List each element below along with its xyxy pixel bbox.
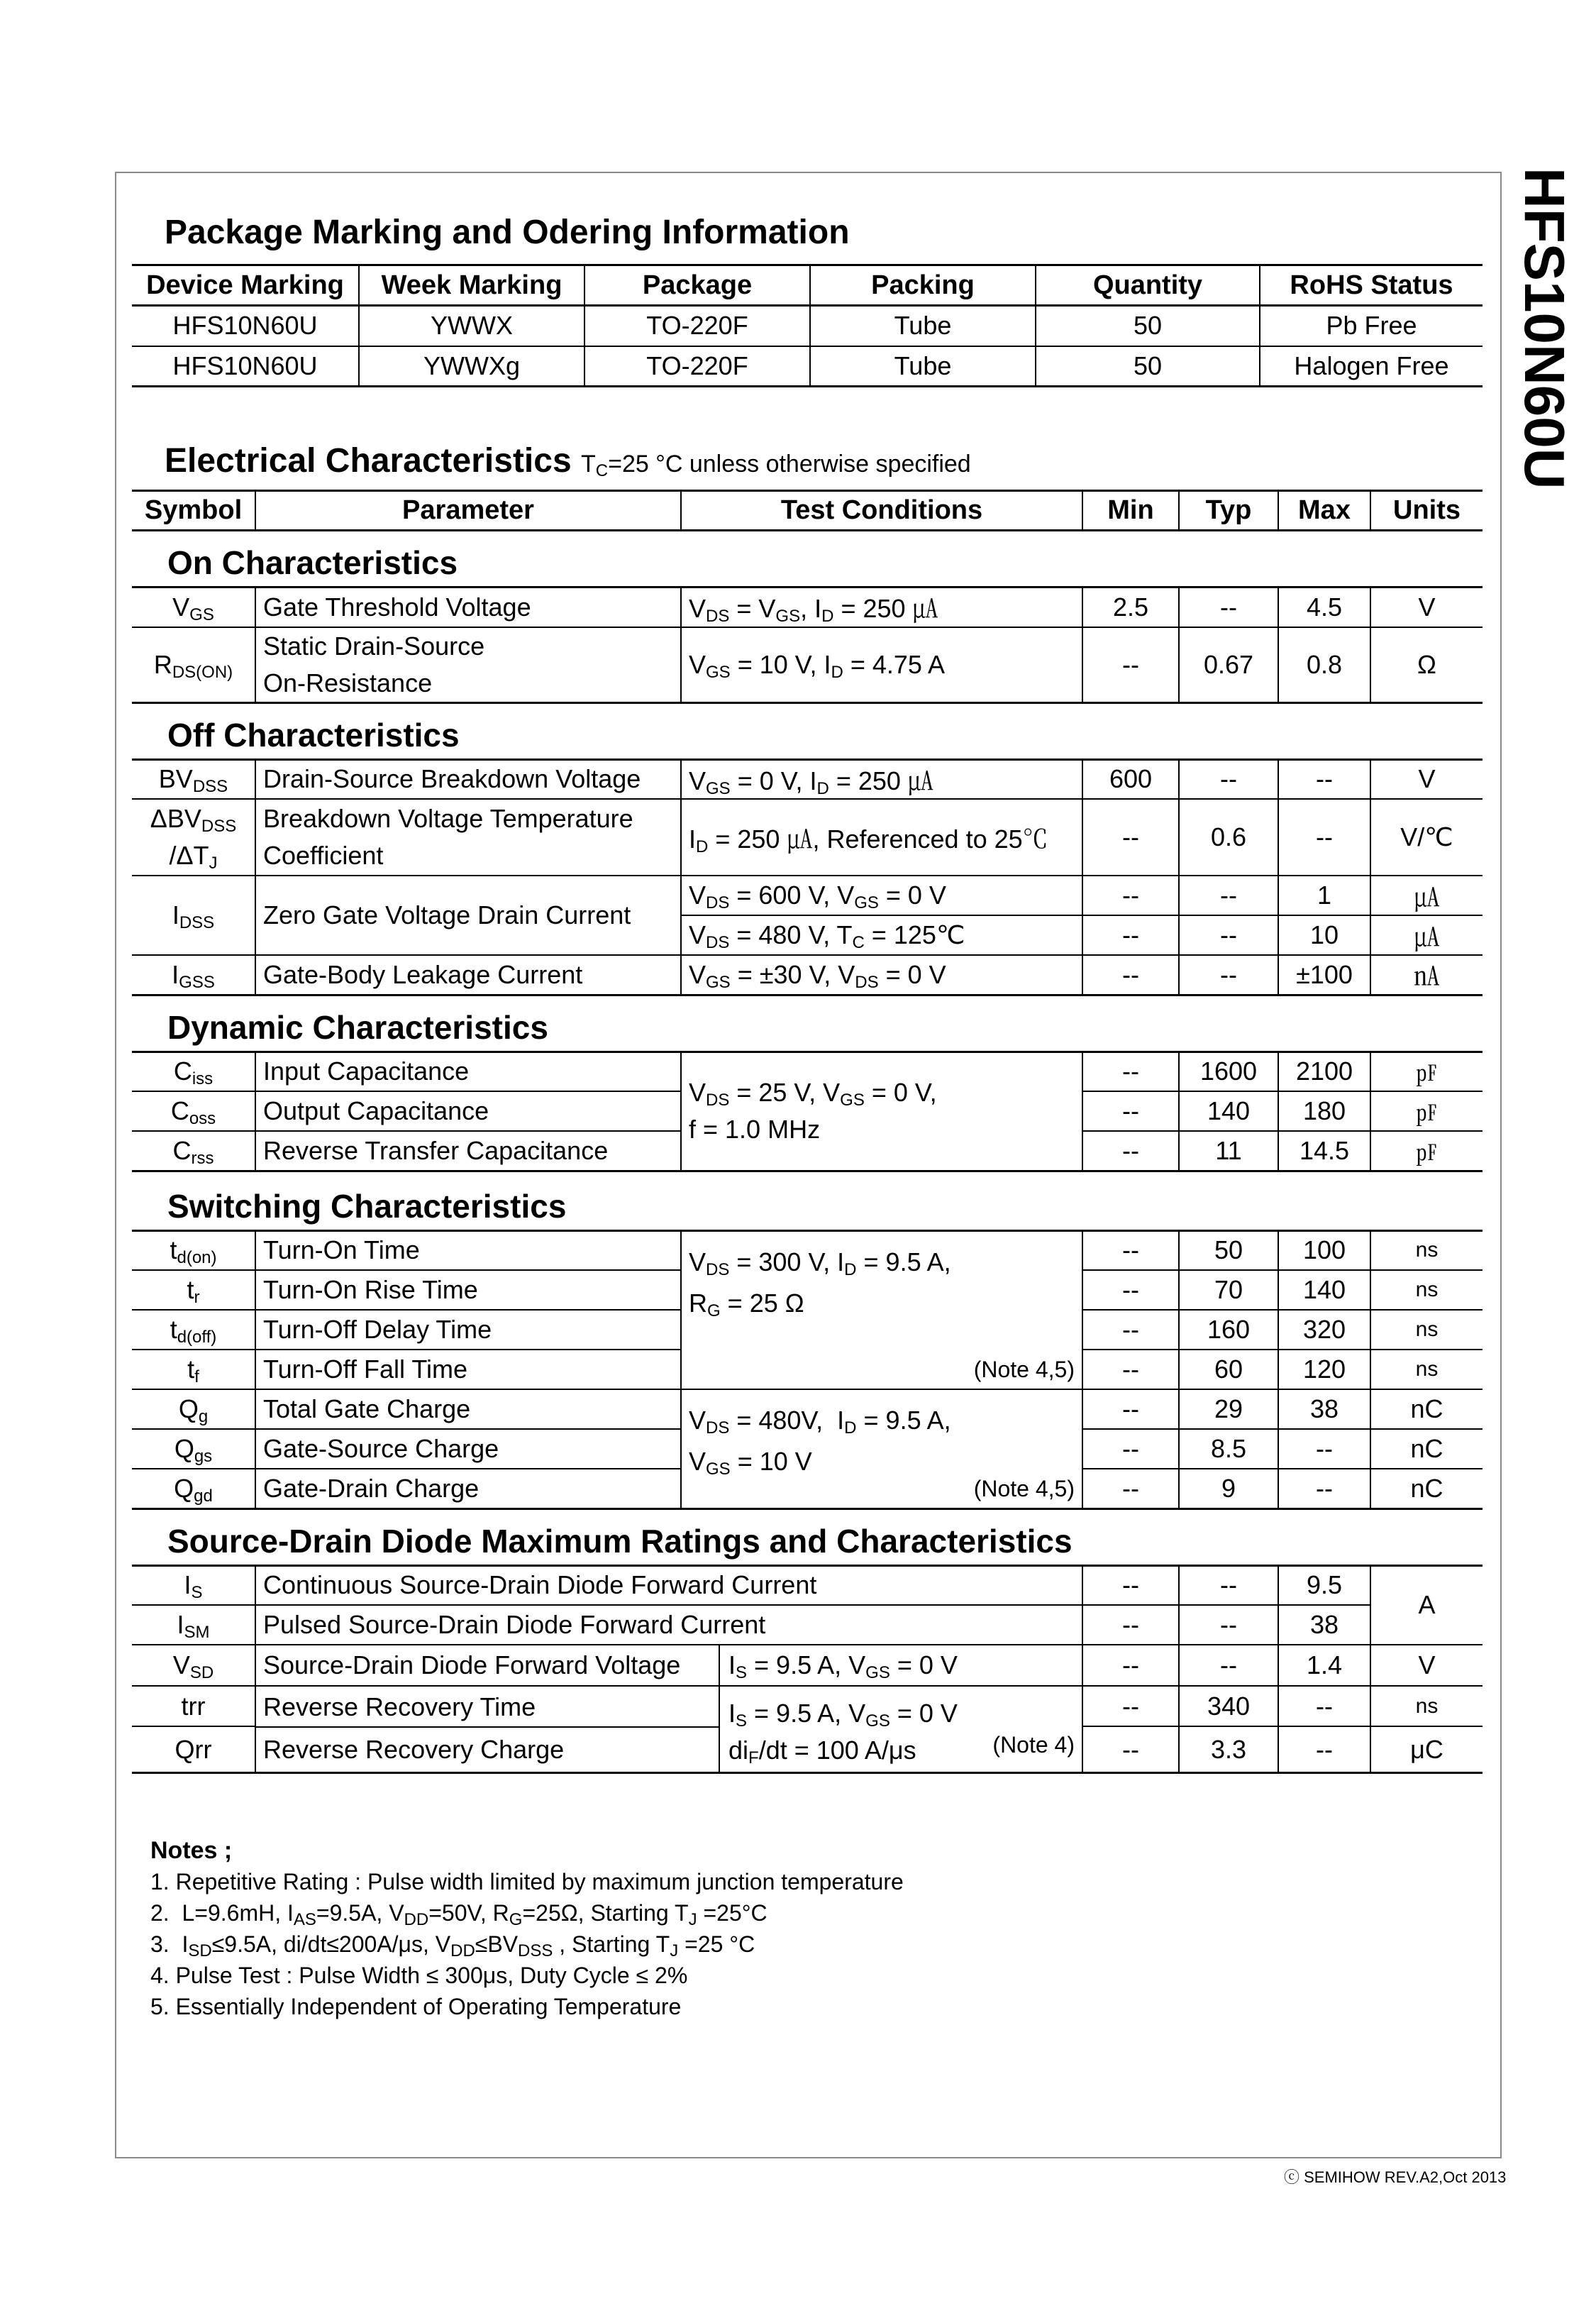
unit-cell: ns: [1415, 1238, 1439, 1262]
group-diode: Source-Drain Diode Maximum Ratings and Characteristics: [167, 1522, 1073, 1560]
symbol-qgd: $Q_{gd}$: [132, 1469, 255, 1508]
min-cell: --: [1082, 955, 1179, 995]
symbol-dbv: $\Delta BV_{DSS}$ $/\Delta T_J$: [132, 799, 255, 876]
unit-cell: μC: [1410, 1734, 1443, 1764]
col-package: Package: [584, 265, 810, 306]
min-cell: 2.5: [1082, 587, 1179, 627]
unit-cell: V: [1418, 764, 1436, 794]
param-cell: Drain-Source Breakdown Voltage: [255, 759, 681, 799]
typ-cell: 3.3: [1179, 1726, 1278, 1772]
typ-cell: 50: [1179, 1230, 1278, 1270]
min-cell: --: [1082, 1131, 1179, 1171]
max-cell: ±100: [1278, 955, 1370, 995]
col-rohs: RoHS Status: [1290, 270, 1453, 300]
cell: TO-220F: [584, 346, 810, 387]
table-row: [132, 306, 1483, 346]
symbol-tf: $t_f$: [132, 1350, 255, 1389]
group-row: [132, 995, 1483, 1052]
symbol-vsd: $V_{SD}$: [132, 1645, 255, 1686]
min-cell: --: [1082, 1350, 1179, 1389]
condition-cell: $V_{GS} = 10$ V, $I_D = 4.75$ A: [681, 627, 1082, 703]
electrical-header-row: [132, 491, 1483, 531]
typ-cell: 1600: [1179, 1052, 1278, 1091]
param-cell: Turn-Off Delay Time: [255, 1310, 681, 1350]
col-device-marking: Device Marking: [132, 265, 359, 306]
min-cell: --: [1082, 1310, 1179, 1350]
max-cell: 38: [1278, 1389, 1370, 1429]
condition-text: $I_S = 9.5$ A, $V_{GS} = 0$ V: [728, 1650, 958, 1682]
cell: Tube: [810, 306, 1036, 346]
max-cell: 10: [1278, 915, 1370, 955]
col-parameter: Parameter: [255, 491, 681, 531]
min-cell: --: [1082, 1645, 1179, 1686]
max-cell: --: [1278, 1429, 1370, 1469]
unit-cell: nC: [1410, 1394, 1443, 1423]
cell: Halogen Free: [1294, 351, 1449, 380]
cell: Pb Free: [1326, 311, 1417, 341]
max-cell: --: [1278, 799, 1370, 876]
note-item: 3. $I_{SD}\le 9.5A$, di/dt≤200A/μs, $V_{DD}\le BV_{DSS}$ , Starting $T_J =25$ °C: [150, 1931, 755, 1960]
cell: TO-220F: [584, 306, 810, 346]
max-cell: --: [1278, 1686, 1370, 1726]
col-week-marking: Week Marking: [359, 265, 584, 306]
max-cell: 9.5: [1278, 1565, 1370, 1605]
param-text: Source-Drain Diode Forward Voltage: [256, 1645, 720, 1685]
group-dynamic: Dynamic Characteristics: [167, 1008, 548, 1046]
table-row: [132, 346, 1483, 387]
max-cell: 320: [1278, 1310, 1370, 1350]
table-row: [132, 1686, 1483, 1726]
group-switching: Switching Characteristics: [167, 1187, 567, 1225]
typ-cell: 60: [1179, 1350, 1278, 1389]
notes-title: Notes ;: [150, 1837, 233, 1864]
unit-cell: ns: [1415, 1357, 1439, 1381]
param-line: On-Resistance: [263, 668, 433, 697]
note-item: 4. Pulse Test : Pulse Width ≤ 300μs, Duty Cycle ≤ 2%: [150, 1963, 688, 1988]
subtitle-rest: =25 °C unless otherwise specified: [608, 451, 971, 478]
min-cell: --: [1082, 1230, 1179, 1270]
cell: 50: [1036, 306, 1260, 346]
note-ref: (Note 4,5): [973, 1357, 1075, 1382]
table-row: [132, 955, 1483, 995]
param-stack: [256, 1687, 720, 1772]
unit-cell: ㎂: [1414, 882, 1440, 912]
group-row: [132, 702, 1483, 759]
note-ref: (Note 4): [992, 1732, 1075, 1758]
symbol-qgs: $Q_{gs}$: [132, 1429, 255, 1469]
max-cell: 180: [1278, 1091, 1370, 1131]
group-row: [132, 1508, 1483, 1565]
min-cell: --: [1082, 1052, 1179, 1091]
symbol-tr: $t_r$: [132, 1270, 255, 1310]
cell: 50: [1036, 346, 1260, 387]
symbol-igss: $I_{GSS}$: [132, 955, 255, 995]
col-quantity: Quantity: [1036, 265, 1260, 306]
unit-cell: V: [1418, 592, 1436, 622]
unit-cell: ㎁: [1414, 961, 1440, 991]
param-line: Coefficient: [263, 841, 384, 870]
param-cell: Gate-Source Charge: [255, 1429, 681, 1469]
condition-cell: $V_{DS} = 300$ V, $I_D = 9.5$ A, $R_G = 25$ Ω (Note 4,5): [681, 1230, 1082, 1389]
min-cell: --: [1082, 1429, 1179, 1469]
min-cell: --: [1082, 799, 1179, 876]
max-cell: --: [1278, 1469, 1370, 1508]
cell: Tube: [810, 346, 1036, 387]
typ-cell: 340: [1179, 1686, 1278, 1726]
unit-cell: A: [1370, 1565, 1483, 1645]
param-cell: Turn-On Time: [255, 1230, 681, 1270]
min-cell: --: [1082, 1726, 1179, 1772]
min-cell: 600: [1082, 759, 1179, 799]
symbol-ism: $I_{SM}$: [132, 1605, 255, 1645]
symbol-rds-on: $R_{DS(ON)}$: [132, 627, 255, 703]
unit-cell: ns: [1415, 1318, 1439, 1341]
cell: YWWX: [359, 306, 584, 346]
table-row: [132, 587, 1483, 627]
param-cell: [255, 627, 681, 703]
param-cell: Output Capacitance: [255, 1091, 681, 1131]
package-table: [132, 264, 1483, 387]
min-cell: --: [1082, 1091, 1179, 1131]
param-cell: Total Gate Charge: [255, 1389, 681, 1429]
max-cell: --: [1278, 759, 1370, 799]
condition-cell: $V_{DS} = 25$ V, $V_{GS} = 0$ V, f = 1.0 MHz: [681, 1052, 1082, 1171]
typ-cell: 8.5: [1179, 1429, 1278, 1469]
group-row: [132, 531, 1483, 587]
electrical-title-text: Electrical Characteristics: [165, 442, 572, 480]
symbol-crss: $C_{rss}$: [132, 1131, 255, 1171]
table-row: [132, 1389, 1483, 1429]
min-cell: --: [1082, 1270, 1179, 1310]
typ-cell: 140: [1179, 1091, 1278, 1131]
unit-cell: V: [1418, 1650, 1436, 1679]
symbol-tdon: $t_{d(on)}$: [132, 1230, 255, 1270]
max-cell: --: [1278, 1726, 1370, 1772]
table-row: [132, 1230, 1483, 1270]
max-cell: 1.4: [1278, 1645, 1370, 1686]
min-cell: --: [1082, 627, 1179, 703]
max-cell: 1: [1278, 876, 1370, 915]
max-cell: 120: [1278, 1350, 1370, 1389]
electrical-subtitle: [581, 451, 971, 478]
table-row: [132, 1052, 1483, 1091]
param-cell: Turn-Off Fall Time: [255, 1350, 681, 1389]
max-cell: 4.5: [1278, 587, 1370, 627]
min-cell: --: [1082, 1565, 1179, 1605]
cell: YWWXg: [359, 346, 584, 387]
param-condition-cell: [255, 1686, 1082, 1773]
typ-cell: 0.6: [1179, 799, 1278, 876]
unit-cell: ㎊: [1416, 1062, 1438, 1086]
unit-cell: nC: [1410, 1473, 1443, 1503]
max-cell: 0.8: [1278, 627, 1370, 703]
table-row: [132, 1605, 1483, 1645]
col-typ: Typ: [1179, 491, 1278, 531]
symbol-is: $I_S$: [132, 1565, 255, 1605]
typ-cell: 29: [1179, 1389, 1278, 1429]
typ-cell: --: [1179, 955, 1278, 995]
param-cell: Turn-On Rise Time: [255, 1270, 681, 1310]
condition-cell: $V_{DS} = 480V$, $I_D = 9.5$ A, $V_{GS} = 10$ V (Note 4,5): [681, 1389, 1082, 1508]
symbol-idss: $I_{DSS}$: [132, 876, 255, 955]
col-min: Min: [1082, 491, 1179, 531]
col-max: Max: [1278, 491, 1370, 531]
condition-text: $I_S = 9.5$ A, $V_{GS} = 0$ V $di_F/dt = 100$ A/μs (Note 4): [728, 1699, 1075, 1767]
condition-cell: $I_D = 250$ ㎂, Referenced to 25℃: [681, 799, 1082, 876]
table-row: [132, 627, 1483, 703]
side-title: HFS10N60U: [1513, 167, 1576, 490]
typ-cell: 160: [1179, 1310, 1278, 1350]
max-cell: 14.5: [1278, 1131, 1370, 1171]
cell: HFS10N60U: [132, 346, 359, 387]
unit-cell: Ω: [1417, 649, 1436, 679]
condition-cell: $V_{DS} = V_{GS}$, $I_D = 250$ ㎂: [681, 587, 1082, 627]
param-line: Static Drain-Source: [263, 631, 485, 661]
param-condition-cell: [255, 1645, 1082, 1686]
table-row: [132, 876, 1483, 915]
subtitle-sub: C: [595, 461, 609, 480]
typ-cell: --: [1179, 915, 1278, 955]
package-header-row: [132, 265, 1483, 306]
unit-cell: ns: [1415, 1694, 1439, 1718]
max-cell: 140: [1278, 1270, 1370, 1310]
electrical-table: [132, 490, 1483, 1774]
typ-cell: 11: [1179, 1131, 1278, 1171]
param-cell: Reverse Transfer Capacitance: [255, 1131, 681, 1171]
symbol-trr: trr: [132, 1686, 255, 1726]
symbol-tdoff: $t_{d(off)}$: [132, 1310, 255, 1350]
table-row: [132, 1565, 1483, 1605]
symbol-bvdss: $BV_{DSS}$: [132, 759, 255, 799]
param-text: Reverse Recovery Time: [256, 1687, 719, 1728]
electrical-title: [165, 441, 971, 480]
typ-cell: 70: [1179, 1270, 1278, 1310]
table-row: [132, 1645, 1483, 1686]
col-test-conditions: Test Conditions: [681, 491, 1082, 531]
typ-cell: --: [1179, 1565, 1278, 1605]
note-item: 5. Essentially Independent of Operating Temperature: [150, 1994, 682, 2019]
note-ref: (Note 4,5): [973, 1475, 1075, 1501]
col-packing: Packing: [810, 265, 1036, 306]
typ-cell: --: [1179, 759, 1278, 799]
min-cell: --: [1082, 1469, 1179, 1508]
typ-cell: --: [1179, 587, 1278, 627]
notes-section: [150, 1835, 904, 2022]
max-cell: 38: [1278, 1605, 1370, 1645]
param-cell: Continuous Source-Drain Diode Forward Current: [255, 1565, 1082, 1605]
group-row: [132, 1171, 1483, 1230]
package-title: Package Marking and Odering Information: [165, 214, 850, 251]
condition-cell: $V_{GS} = \pm 30$ V, $V_{DS} = 0$ V: [681, 955, 1082, 995]
group-on: On Characteristics: [167, 544, 458, 581]
unit-cell: ㎊: [1416, 1141, 1438, 1165]
symbol-vgs: $V_{GS}$: [132, 587, 255, 627]
param-cell: Input Capacitance: [255, 1052, 681, 1091]
max-cell: 2100: [1278, 1052, 1370, 1091]
param-cell: Gate-Body Leakage Current: [255, 955, 681, 995]
symbol-ciss: $C_{iss}$: [132, 1052, 255, 1091]
param-cell: Zero Gate Voltage Drain Current: [255, 876, 681, 955]
min-cell: --: [1082, 876, 1179, 915]
unit-cell: V/℃: [1400, 822, 1453, 851]
cell: HFS10N60U: [132, 306, 359, 346]
table-row: [132, 799, 1483, 876]
min-cell: --: [1082, 1389, 1179, 1429]
condition-cell: $V_{DS} = 600$ V, $V_{GS} = 0$ V: [681, 876, 1082, 915]
unit-cell: nC: [1410, 1434, 1443, 1463]
typ-cell: --: [1179, 876, 1278, 915]
typ-cell: --: [1179, 1605, 1278, 1645]
unit-cell: ㎊: [1416, 1102, 1438, 1125]
note-item: 2. L=9.6mH, $I_{AS}=9.5A$, $V_{DD}=50V$, $R_G=25\Omega$, Starting $T_J =25^\circ C$: [150, 1900, 767, 1929]
min-cell: --: [1082, 915, 1179, 955]
symbol-qrr: Qrr: [132, 1726, 255, 1772]
col-symbol: Symbol: [132, 491, 255, 531]
param-cell: Gate Threshold Voltage: [255, 587, 681, 627]
group-off: Off Characteristics: [167, 716, 460, 754]
param-cell: Gate-Drain Charge: [255, 1469, 681, 1508]
param-text: Reverse Recovery Charge: [263, 1735, 565, 1764]
param-cell: [255, 799, 681, 876]
col-units: Units: [1393, 495, 1461, 525]
footer-copyright: ⓒ SEMIHOW REV.A2,Oct 2013: [1284, 2168, 1507, 2186]
unit-cell: ㎂: [1414, 922, 1440, 951]
note-item: 1. Repetitive Rating : Pulse width limited by maximum junction temperature: [150, 1869, 904, 1894]
symbol-qg: $Q_g$: [132, 1389, 255, 1429]
table-row: [132, 759, 1483, 799]
min-cell: --: [1082, 1686, 1179, 1726]
param-line: Breakdown Voltage Temperature: [263, 804, 633, 833]
param-cell: Pulsed Source-Drain Diode Forward Current: [255, 1605, 1082, 1645]
typ-cell: 9: [1179, 1469, 1278, 1508]
min-cell: --: [1082, 1605, 1179, 1645]
unit-cell: ns: [1415, 1278, 1439, 1301]
typ-cell: --: [1179, 1645, 1278, 1686]
max-cell: 100: [1278, 1230, 1370, 1270]
subtitle-prefix: T: [581, 451, 596, 478]
condition-cell: $V_{GS} = 0$ V, $I_D = 250$ ㎂: [681, 759, 1082, 799]
condition-cell: $V_{DS} = 480$ V, $T_C$ = 125℃: [681, 915, 1082, 955]
symbol-coss: $C_{oss}$: [132, 1091, 255, 1131]
typ-cell: 0.67: [1179, 627, 1278, 703]
